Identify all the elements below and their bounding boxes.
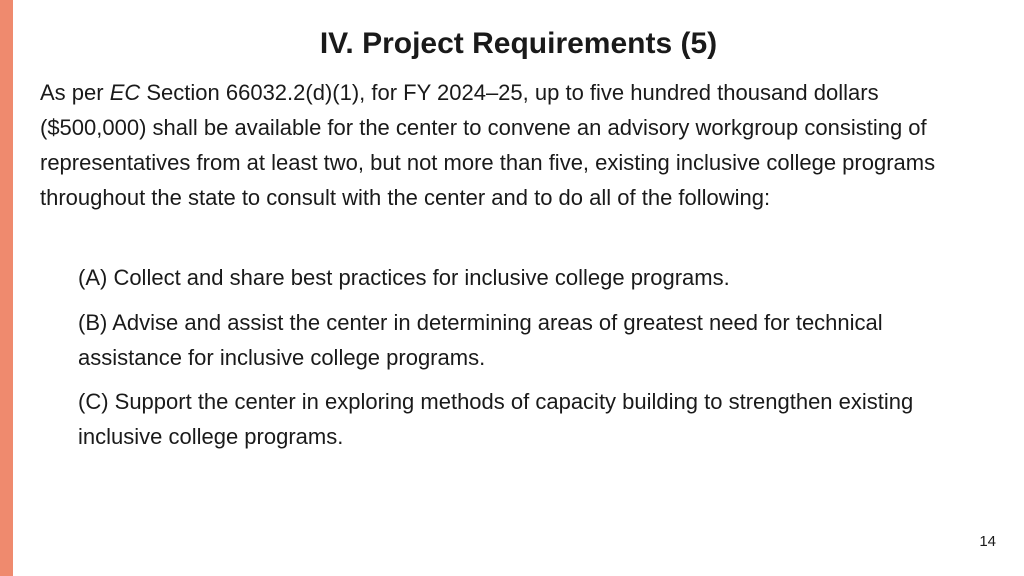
intro-rest: Section 66032.2(d)(1), for FY 2024–25, up to five hundred thousand dollars ($500,000) shall be available for the center to convene an advisory workgroup consisting of representatives from at least two, but not more than five, existing inclusive college programs throughout the state to consult with the center and to do all of the following: [40,80,936,210]
page-number: 14 [979,533,996,550]
intro-paragraph [40,75,990,215]
list-item-a: (A) Collect and share best practices for inclusive college programs. [78,265,730,290]
slide-title: IV. Project Requirements (5) [319,27,718,60]
accent-bar [0,0,13,576]
list-item-b: (B) Advise and assist the center in determining areas of greatest need for technical assistance for inclusive college programs. [78,310,883,370]
intro-emphasis: EC [109,80,141,105]
intro-prefix: As per [40,80,110,105]
list-item-c: (C) Support the center in exploring methods of capacity building to strengthen existing inclusive college programs. [78,389,914,449]
